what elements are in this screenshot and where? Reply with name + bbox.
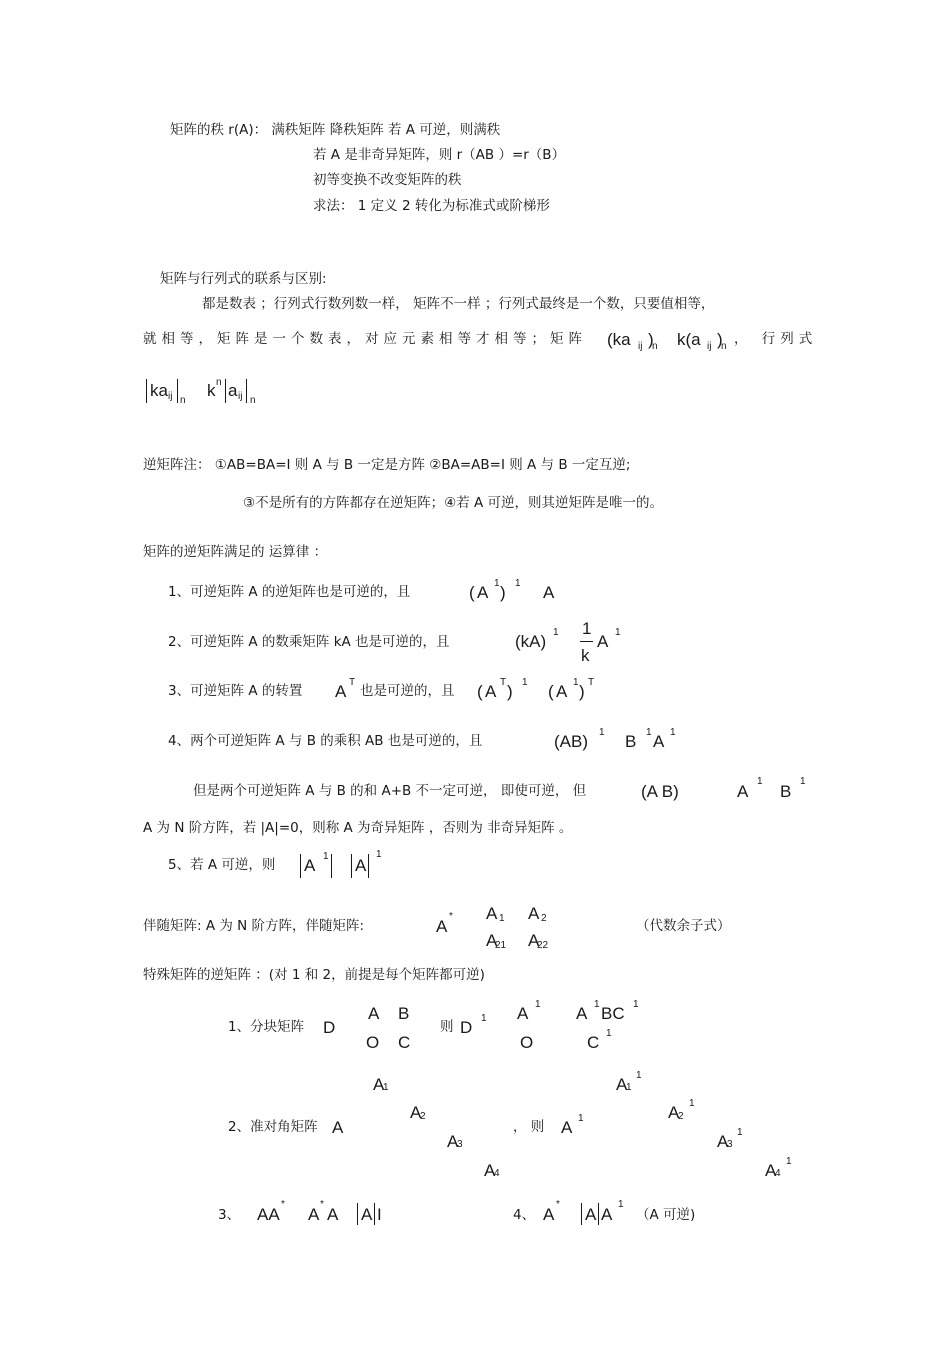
r4b-sum: (A B) — [641, 782, 679, 801]
adj-A22: A — [528, 931, 540, 950]
r3-T: T — [349, 677, 356, 688]
r4-sup3: 1 — [670, 727, 676, 738]
rule-2: 2、可逆矩阵 A 的数乘矩阵 kA 也是可逆的，且 — [168, 634, 450, 650]
adj-A12-sub: 2 — [541, 913, 547, 924]
r3-A3: A — [556, 682, 568, 701]
rank-line-3: 初等变换不改变矩阵的秩 — [313, 172, 462, 188]
det-bar — [225, 379, 226, 403]
r4b-sup: 1 — [757, 776, 763, 787]
rules-title: 矩阵的逆矩阵满足的 运算律 ： — [143, 544, 328, 560]
formula-kaij-close: ) — [648, 330, 654, 349]
r2-frac-den: k — [581, 646, 590, 665]
relation-para-2: 就相等，矩阵是一个数表，对应元素相等才相等；矩阵 — [143, 331, 587, 347]
r2-sup2: 1 — [615, 627, 621, 638]
block-then: 则 — [440, 1019, 454, 1035]
diag-Ainv: A — [561, 1118, 573, 1137]
r3-sup2: 1 — [573, 677, 579, 688]
rank-line-1: 矩阵的秩 r(A)： 满秩矩阵 降秩矩阵 若 A 可逆，则满秩 — [170, 122, 501, 138]
rule-4: 4、两个可逆矩阵 A 与 B 的乘积 AB 也是可逆的，且 — [168, 733, 483, 749]
diag-A3-sub: 3 — [457, 1139, 463, 1150]
block-label: 1、分块矩阵 — [228, 1019, 305, 1035]
diaginv-A1: A — [616, 1075, 628, 1094]
block-O: O — [366, 1033, 380, 1052]
i4-A: A — [543, 1205, 555, 1224]
diag-A4-sub: 4 — [494, 1168, 500, 1179]
r2-A: A — [597, 632, 609, 651]
det-bar — [331, 854, 332, 878]
i4-sup: 1 — [618, 1199, 624, 1210]
det-a-sub: ij — [238, 391, 243, 402]
diag-A1: A — [373, 1075, 385, 1094]
adj-A21-sub: 21 — [495, 940, 507, 951]
blockinv-C-sup: 1 — [606, 1028, 612, 1039]
det-bar — [598, 1203, 599, 1225]
formula-k-aij-close: ) — [717, 330, 723, 349]
block-D: D — [323, 1018, 336, 1037]
adjoint-label: 伴随矩阵: A 为 N 阶方阵，伴随矩阵: — [143, 918, 365, 934]
i3-A3: A — [361, 1205, 373, 1224]
r5-A: A — [304, 856, 316, 875]
rule-3: 3、可逆矩阵 A 的转置 — [168, 683, 303, 699]
relation-para-1: 都是数表 ；行列式行数列数一样， 矩阵不一样 ；行列式最终是一个数，只要值相等， — [202, 296, 715, 312]
formula-k-aij: k(a — [677, 330, 701, 349]
formula-tail: ， 行列式 — [734, 331, 818, 347]
rank-line-2: 若 A 是非奇异矩阵，则 r（AB ）=r（B） — [313, 147, 566, 163]
blockinv-BC-sup: 1 — [633, 999, 639, 1010]
diaginv-A4-sub: 4 — [775, 1168, 781, 1179]
det-ka: ka — [150, 381, 168, 400]
r1-rp: ) — [500, 583, 506, 602]
fraction-bar — [580, 641, 593, 642]
block-A: A — [368, 1004, 380, 1023]
diag-then: ， 则 — [513, 1119, 545, 1135]
adj-A: A — [436, 917, 448, 936]
i4-A3: A — [601, 1205, 613, 1224]
formula-k-aij-n: n — [721, 341, 727, 352]
i3-star2: * — [320, 1199, 324, 1210]
diaginv-A3-sup: 1 — [737, 1127, 743, 1138]
det-k: k — [207, 381, 216, 400]
r3-rp2: ) — [579, 682, 585, 701]
r5-sup2: 1 — [376, 849, 382, 860]
det-k-sup: n — [216, 377, 222, 388]
det-a: a — [228, 381, 238, 400]
diaginv-A4-sup: 1 — [786, 1156, 792, 1167]
r3-T2: T — [500, 677, 507, 688]
diaginv-A1-sub: 1 — [626, 1082, 632, 1093]
det-bar — [581, 1203, 582, 1225]
block-D2: D — [460, 1018, 473, 1037]
r3-A: A — [335, 682, 347, 701]
diag-A2: A — [410, 1103, 422, 1122]
r4-sup2: 1 — [646, 727, 652, 738]
blockinv-O: O — [520, 1033, 534, 1052]
det-bar — [368, 854, 369, 878]
adj-A11-sub: 1 — [499, 913, 505, 924]
det-ka-sub: ij — [168, 391, 173, 402]
r1-A: A — [477, 583, 489, 602]
adj-A12: A — [528, 904, 540, 923]
r4-AB: (AB) — [554, 732, 588, 751]
blockinv-A2: A — [576, 1004, 588, 1023]
diag-label: 2、准对角矩阵 — [228, 1119, 318, 1135]
r5-sup: 1 — [323, 851, 329, 862]
block-B: B — [398, 1004, 410, 1023]
r4b-sup2: 1 — [800, 776, 806, 787]
inverse-note-1: 逆矩阵注： ①AB=BA=I 则 A 与 B 一定是方阵 ②BA=AB=I 则 A 与 B 一定互逆; — [143, 457, 631, 473]
rule-4-b: 但是两个可逆矩阵 A 与 B 的和 A+B 不一定可逆， 即使可逆， 但 — [193, 783, 587, 799]
i3-I: I — [377, 1205, 382, 1224]
det-bar — [374, 1203, 375, 1225]
adjoint-note: （代数余子式） — [636, 918, 731, 934]
r4-A: A — [653, 732, 665, 751]
special-title: 特殊矩阵的逆矩阵 ：(对 1 和 2，前提是每个矩阵都可逆) — [143, 967, 485, 983]
rule-1: 1、可逆矩阵 A 的逆矩阵也是可逆的，且 — [168, 584, 411, 600]
diag-A2-sub: 2 — [420, 1111, 426, 1122]
i4-A2: A — [585, 1205, 597, 1224]
r3-rp: ) — [507, 682, 513, 701]
blockinv-C: C — [587, 1033, 600, 1052]
formula-kaij: (ka — [607, 330, 631, 349]
rule-3-b: 也是可逆的，且 — [360, 683, 455, 699]
i3-AA: AA — [257, 1205, 280, 1224]
formula-kaij-n: n — [652, 341, 658, 352]
i3-star: * — [281, 1199, 285, 1210]
adj-A21: A — [486, 931, 498, 950]
diaginv-A4: A — [765, 1161, 777, 1180]
i4-cond: （A 可逆) — [636, 1207, 696, 1223]
r2-sup: 1 — [553, 627, 559, 638]
rule-5: 5、若 A 可逆，则 — [168, 857, 276, 873]
diaginv-A3: A — [717, 1132, 729, 1151]
r4-sup: 1 — [599, 727, 605, 738]
formula-kaij-sub: ij — [638, 341, 643, 352]
diaginv-A2-sup: 1 — [689, 1098, 695, 1109]
i3-A: A — [308, 1205, 320, 1224]
diag-A4: A — [484, 1161, 496, 1180]
det-bar — [177, 379, 178, 403]
diaginv-A1-sup: 1 — [636, 1070, 642, 1081]
relation-title: 矩阵与行列式的联系与区别: — [160, 271, 327, 287]
rank-line-4: 求法： 1 定义 2 转化为标准式或阶梯形 — [313, 198, 550, 214]
i4-star: * — [556, 1199, 560, 1210]
adj-A22-sub: 22 — [537, 940, 549, 951]
i3-A2: A — [327, 1205, 339, 1224]
block-D-sup: 1 — [481, 1013, 487, 1024]
r1-A-result: A — [543, 583, 555, 602]
blockinv-A-sup: 1 — [535, 999, 541, 1010]
r3-lp2: ( — [548, 682, 554, 701]
diag-A: A — [332, 1118, 344, 1137]
diag-A1-sub: 1 — [383, 1082, 389, 1093]
blockinv-BC: BC — [601, 1004, 625, 1023]
r1-sup2: 1 — [515, 578, 521, 589]
r4-B: B — [625, 732, 637, 751]
det-n: n — [180, 395, 186, 406]
det-bar — [146, 379, 147, 403]
diag-A3: A — [447, 1132, 459, 1151]
r2-kA: (kA) — [515, 632, 547, 651]
r1-lp: ( — [469, 583, 475, 602]
block-C: C — [398, 1033, 411, 1052]
blockinv-A: A — [517, 1004, 529, 1023]
det-bar — [351, 854, 352, 878]
r1-sup: 1 — [494, 578, 500, 589]
rule-4-c: A 为 N 阶方阵，若 |A|=0，则称 A 为奇异矩阵 ，否则为 非奇异矩阵 。 — [143, 820, 573, 836]
r4b-A: A — [737, 782, 749, 801]
inverse-note-2: ③不是所有的方阵都存在逆矩阵；④若 A 可逆，则其逆矩阵是唯一的。 — [243, 495, 664, 511]
r3-A2: A — [485, 682, 497, 701]
diaginv-A3-sub: 3 — [727, 1139, 733, 1150]
r4b-B: B — [780, 782, 792, 801]
r3-sup: 1 — [522, 677, 528, 688]
r5-A2: A — [355, 856, 367, 875]
det-bar — [246, 379, 247, 403]
blockinv-A2-sup: 1 — [594, 999, 600, 1010]
r2-frac-num: 1 — [582, 619, 592, 638]
item-4-label: 4、 — [513, 1207, 536, 1223]
diaginv-A2: A — [668, 1103, 680, 1122]
item-3-label: 3、 — [218, 1207, 241, 1223]
det-bar — [300, 854, 301, 878]
formula-k-aij-sub: ij — [707, 341, 712, 352]
adj-star: * — [449, 911, 453, 922]
diag-Ainv-sup: 1 — [578, 1113, 584, 1124]
adj-A11: A — [486, 904, 498, 923]
diaginv-A2-sub: 2 — [678, 1111, 684, 1122]
det-bar — [357, 1203, 358, 1225]
r3-T3: T — [588, 677, 595, 688]
r3-lp: ( — [477, 682, 483, 701]
det-n: n — [250, 395, 256, 406]
